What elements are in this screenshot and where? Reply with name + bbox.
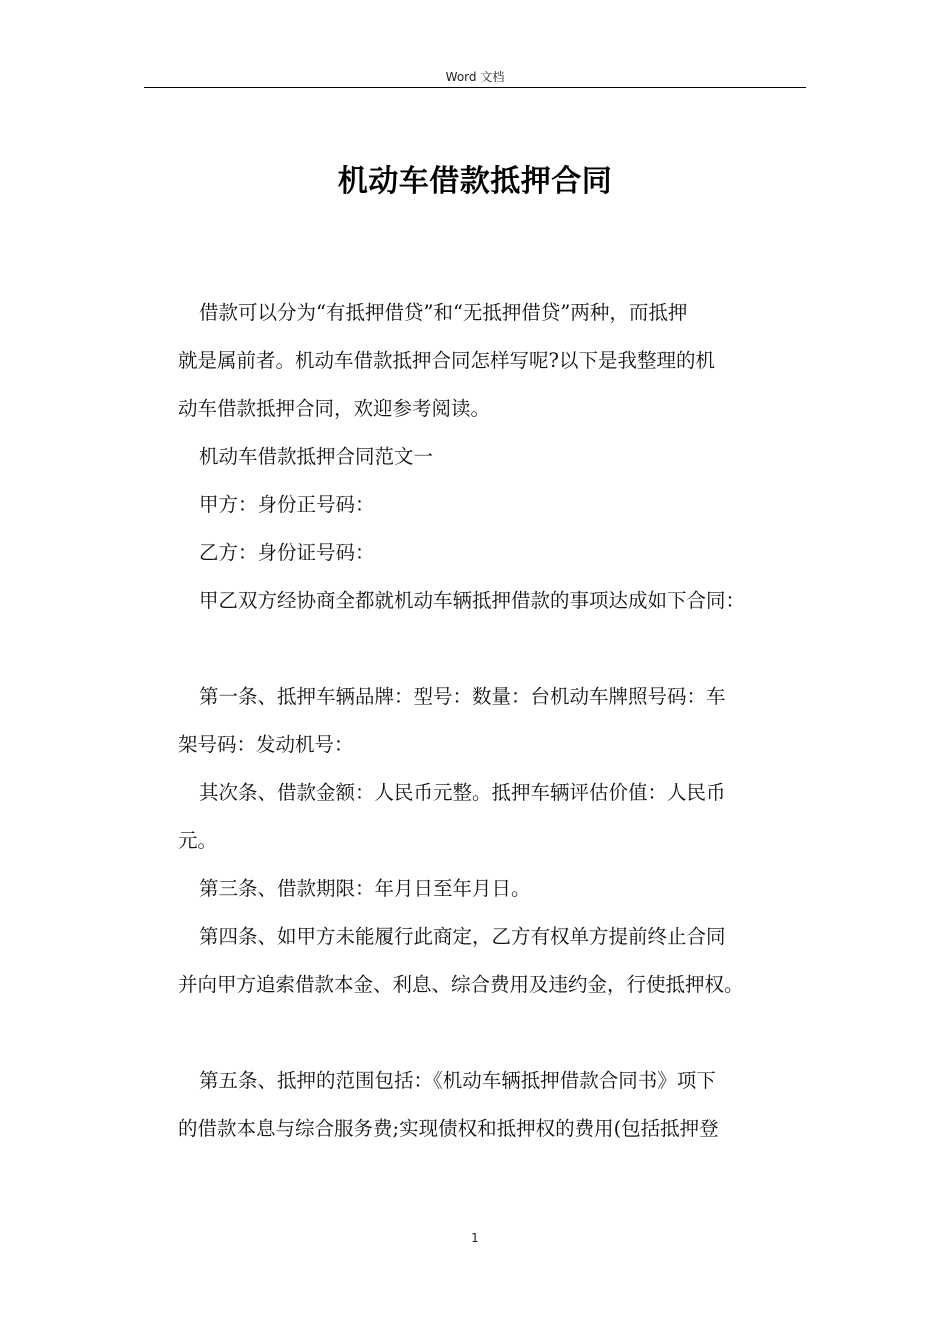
text-line: 乙方：身份证号码： (199, 541, 375, 564)
text-line: 甲方：身份正号码： (199, 493, 375, 516)
paragraph-party-b (178, 529, 806, 577)
document-title: 机动车借款抵押合同 (337, 164, 613, 199)
paragraph-article-4 (178, 913, 806, 1009)
text-line: 机动车借款抵押合同范文一 (199, 445, 434, 468)
text-line: 就是属前者。机动车借款抵押合同怎样写呢?以下是我整理的机 (178, 349, 715, 372)
paragraph-article-1 (178, 673, 806, 769)
paragraph-article-5 (178, 1057, 806, 1153)
blank-line (178, 1009, 806, 1057)
text-line: 甲乙双方经协商全都就机动车辆抵押借款的事项达成如下合同： (199, 589, 746, 612)
text-line: 元。 (178, 829, 218, 852)
text-line: 的借款本息与综合服务费;实现债权和抵押权的费用(包括抵押登 (178, 1117, 719, 1140)
header-label: Word 文档 (445, 70, 505, 84)
document-body (178, 289, 806, 1153)
text-line: 第四条、如甲方未能履行此商定，乙方有权单方提前终止合同 (199, 925, 726, 948)
paragraph-party-a (178, 481, 806, 529)
header-rule (144, 87, 806, 88)
paragraph-article-2 (178, 769, 806, 865)
text-line: 第五条、抵押的范围包括：《机动车辆抵押借款合同书》项下 (199, 1069, 716, 1092)
paragraph-article-3 (178, 865, 806, 913)
text-line: 架号码：发动机号： (178, 733, 354, 756)
paragraph-sample-heading (178, 433, 806, 481)
text-line: 其次条、借款金额：人民币元整。抵押车辆评估价值：人民币 (199, 781, 726, 804)
paragraph-intro (178, 289, 806, 433)
page-number: 1 (471, 1231, 479, 1245)
paragraph-agreement (178, 577, 806, 625)
text-line: 第三条、借款期限：年月日至年月日。 (199, 877, 531, 900)
text-line: 并向甲方追索借款本金、利息、综合费用及违约金，行使抵押权。 (178, 973, 744, 996)
blank-line (178, 625, 806, 673)
text-line: 动车借款抵押合同，欢迎参考阅读。 (178, 397, 491, 420)
text-line: 第一条、抵押车辆品牌：型号：数量：台机动车牌照号码：车 (199, 685, 726, 708)
text-line: 借款可以分为“有抵押借贷”和“无抵押借贷”两种，而抵押 (199, 301, 688, 324)
